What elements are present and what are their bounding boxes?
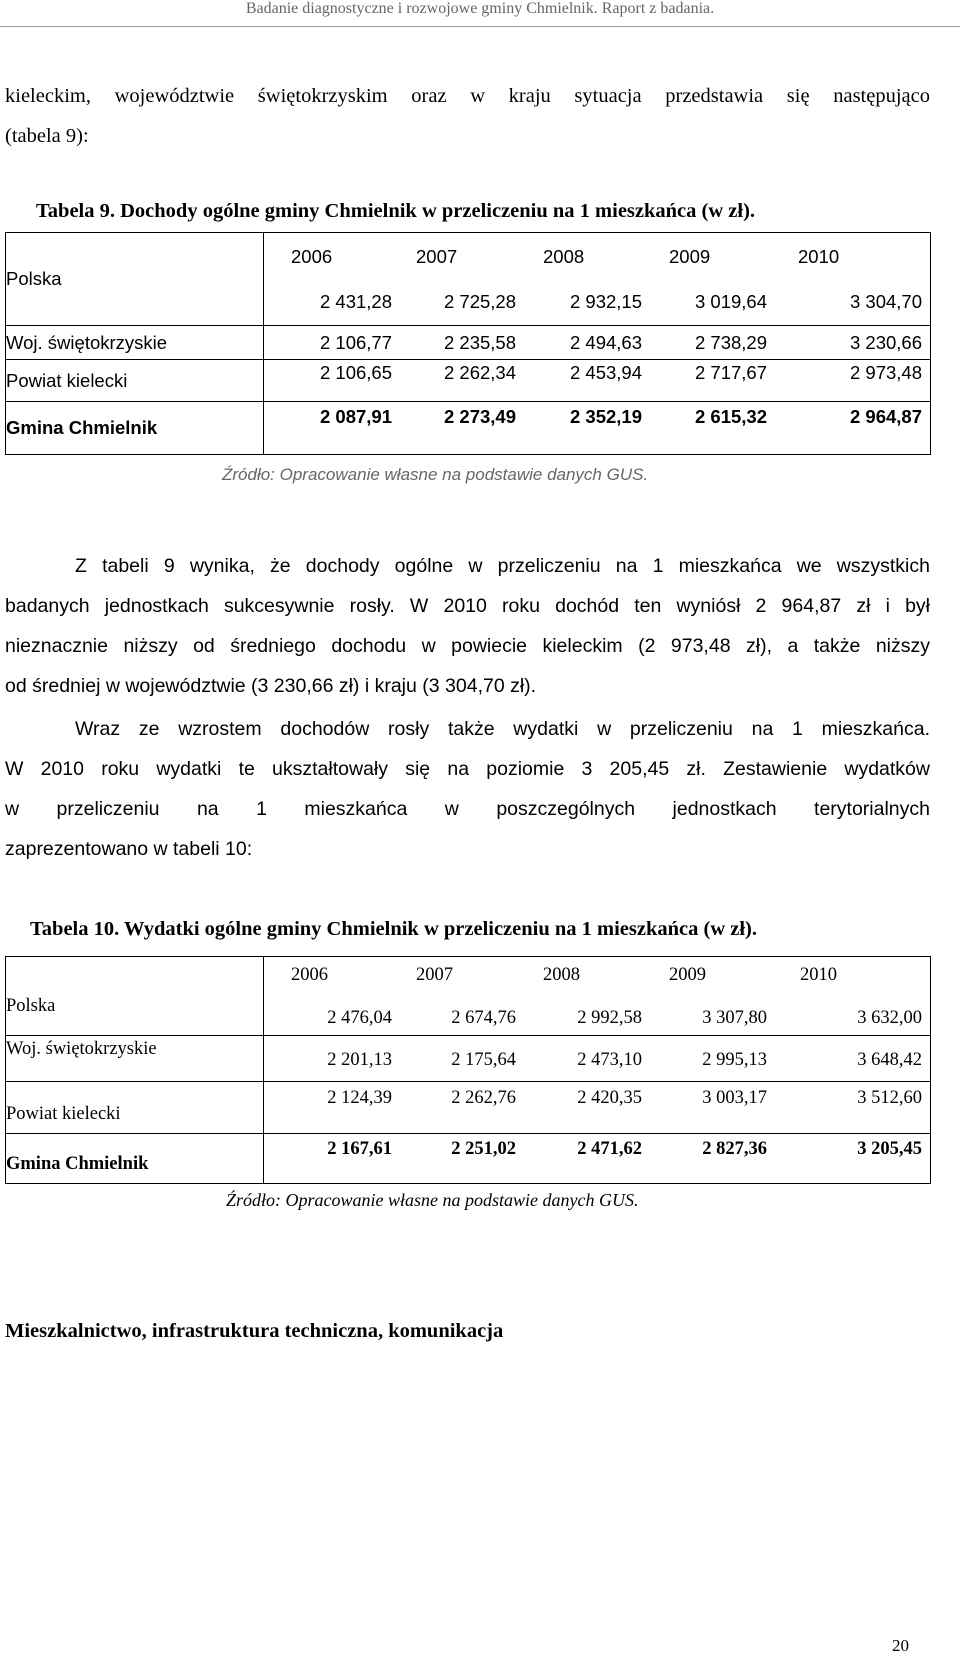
- table-cell: 3 205,45: [857, 1139, 922, 1159]
- table-cell: 2 273,49: [443, 406, 516, 427]
- table-row-label: Gmina Chmielnik: [6, 402, 264, 455]
- body-paragraph: [5, 546, 930, 706]
- table-row-values: [264, 1082, 931, 1134]
- table10-caption: Tabela 10. Wydatki ogólne gminy Chmielnik w przeliczeniu na 1 mieszkańca (w zł).: [30, 918, 758, 940]
- table-cell: 3 304,70: [849, 291, 922, 312]
- table-cell: 2 251,02: [451, 1139, 516, 1159]
- table-cell: 2 476,04: [327, 1008, 392, 1028]
- table-row-values: [264, 957, 931, 1036]
- table-cell: 2 235,58: [443, 332, 516, 353]
- table-cell: 2 201,13: [327, 1050, 392, 1070]
- table-row-values: [264, 1036, 931, 1082]
- year-header: 2006: [291, 246, 333, 267]
- year-header: 2007: [416, 246, 458, 267]
- paragraph-line: w przeliczeniu na 1 mieszkańca w poszczególnych jednostkach terytorialnych: [5, 798, 930, 820]
- year-header: 2010: [800, 965, 837, 985]
- year-header: 2009: [669, 965, 706, 985]
- intro-line: (tabela 9):: [5, 125, 89, 147]
- table-cell: 2 738,29: [694, 332, 767, 353]
- table-cell: 2 167,61: [327, 1139, 392, 1159]
- table-cell: 2 932,15: [569, 291, 642, 312]
- paragraph-line: W 2010 roku wydatki te ukształtowały się na poziomie 3 205,45 zł. Zestawienie wydatków: [5, 758, 930, 780]
- table-cell: 2 725,28: [443, 291, 516, 312]
- paragraph-line: Z tabeli 9 wynika, że dochody ogólne w przeliczeniu na 1 mieszkańca we wszystkich: [75, 555, 930, 577]
- table-cell: 2 615,32: [694, 406, 767, 427]
- table-cell: 2 827,36: [702, 1139, 767, 1159]
- table-cell: 2 674,76: [451, 1008, 516, 1028]
- table-cell: 2 453,94: [569, 362, 642, 383]
- table-cell: 2 262,76: [451, 1088, 516, 1108]
- year-header: 2010: [798, 246, 840, 267]
- year-header: 2006: [291, 965, 328, 985]
- paragraph-line: od średniej w województwie (3 230,66 zł) i kraju (3 304,70 zł).: [5, 675, 537, 697]
- table-cell: 2 431,28: [319, 291, 392, 312]
- table-row-values: [264, 233, 931, 326]
- table9-source: Źródło: Opracowanie własne na podstawie danych GUS.: [222, 465, 649, 484]
- running-header: Badanie diagnostyczne i rozwojowe gminy Chmielnik. Raport z badania.: [245, 0, 715, 17]
- table-cell: 2 124,39: [327, 1088, 392, 1108]
- table-cell: 2 352,19: [569, 406, 642, 427]
- table-cell: 2 087,91: [319, 406, 392, 427]
- table-cell: 3 512,60: [857, 1088, 922, 1108]
- table-cell: 2 420,35: [577, 1088, 642, 1108]
- table-cell: 3 003,17: [702, 1088, 767, 1108]
- header-divider: [0, 26, 960, 27]
- table-cell: 2 262,34: [443, 362, 516, 383]
- table-cell: 3 019,64: [694, 291, 767, 312]
- table-cell: 2 473,10: [577, 1050, 642, 1070]
- table10-source: Źródło: Opracowanie własne na podstawie danych GUS.: [226, 1190, 639, 1210]
- table-cell: 3 230,66: [849, 332, 922, 353]
- table-cell: 2 717,67: [694, 362, 767, 383]
- table9: [5, 232, 931, 455]
- table-row-values: [264, 326, 931, 360]
- paragraph-line: nieznacznie niższy od średniego dochodu w powiecie kieleckim (2 973,48 zł), a także niższy: [5, 635, 930, 657]
- paragraph-line: Wraz ze wzrostem dochodów rosły także wydatki w przeliczeniu na 1 mieszkańca.: [75, 718, 930, 740]
- paragraph-line: badanych jednostkach sukcesywnie rosły. W 2010 roku dochód ten wyniósł 2 964,87 zł i był: [5, 595, 930, 617]
- table-row-label: Powiat kielecki: [6, 1082, 264, 1134]
- table-cell: 2 106,65: [319, 362, 392, 383]
- table-row-label: Woj. świętokrzyskie: [6, 1036, 264, 1082]
- table-cell: 3 307,80: [702, 1008, 767, 1028]
- year-header: 2008: [543, 965, 580, 985]
- intro-paragraph: [5, 76, 930, 156]
- table-row-label: Powiat kielecki: [6, 360, 264, 402]
- year-header: 2009: [669, 246, 711, 267]
- table10: [5, 956, 931, 1184]
- table-cell: 3 632,00: [857, 1008, 922, 1028]
- table-cell: 2 992,58: [577, 1008, 642, 1028]
- intro-line: kieleckim, województwie świętokrzyskim oraz w kraju sytuacja przedstawia się następująco: [5, 85, 930, 107]
- table-row-label: Woj. świętokrzyskie: [6, 326, 264, 360]
- table-row-values: [264, 360, 931, 402]
- page-number: 20: [892, 1636, 909, 1655]
- table-cell: 2 471,62: [577, 1139, 642, 1159]
- table-cell: 2 106,77: [319, 332, 392, 353]
- table-cell: 2 995,13: [702, 1050, 767, 1070]
- table-row-label: Polska: [6, 957, 264, 1036]
- body-paragraph: [5, 709, 930, 869]
- table-row-values: [264, 402, 931, 455]
- section-heading: Mieszkalnictwo, infrastruktura techniczna, komunikacja: [5, 1320, 504, 1342]
- table-row-label: Polska: [6, 233, 264, 326]
- year-header: 2007: [416, 965, 453, 985]
- table-cell: 2 175,64: [451, 1050, 516, 1070]
- table-cell: 3 648,42: [857, 1050, 922, 1070]
- table-cell: 2 973,48: [849, 362, 922, 383]
- table-row-values: [264, 1134, 931, 1184]
- year-header: 2008: [543, 246, 585, 267]
- table-row-label: Gmina Chmielnik: [6, 1134, 264, 1184]
- table9-caption: Tabela 9. Dochody ogólne gminy Chmielnik w przeliczeniu na 1 mieszkańca (w zł).: [36, 200, 756, 222]
- table-cell: 2 964,87: [849, 406, 922, 427]
- paragraph-line: zaprezentowano w tabeli 10:: [5, 838, 253, 860]
- table-cell: 2 494,63: [569, 332, 642, 353]
